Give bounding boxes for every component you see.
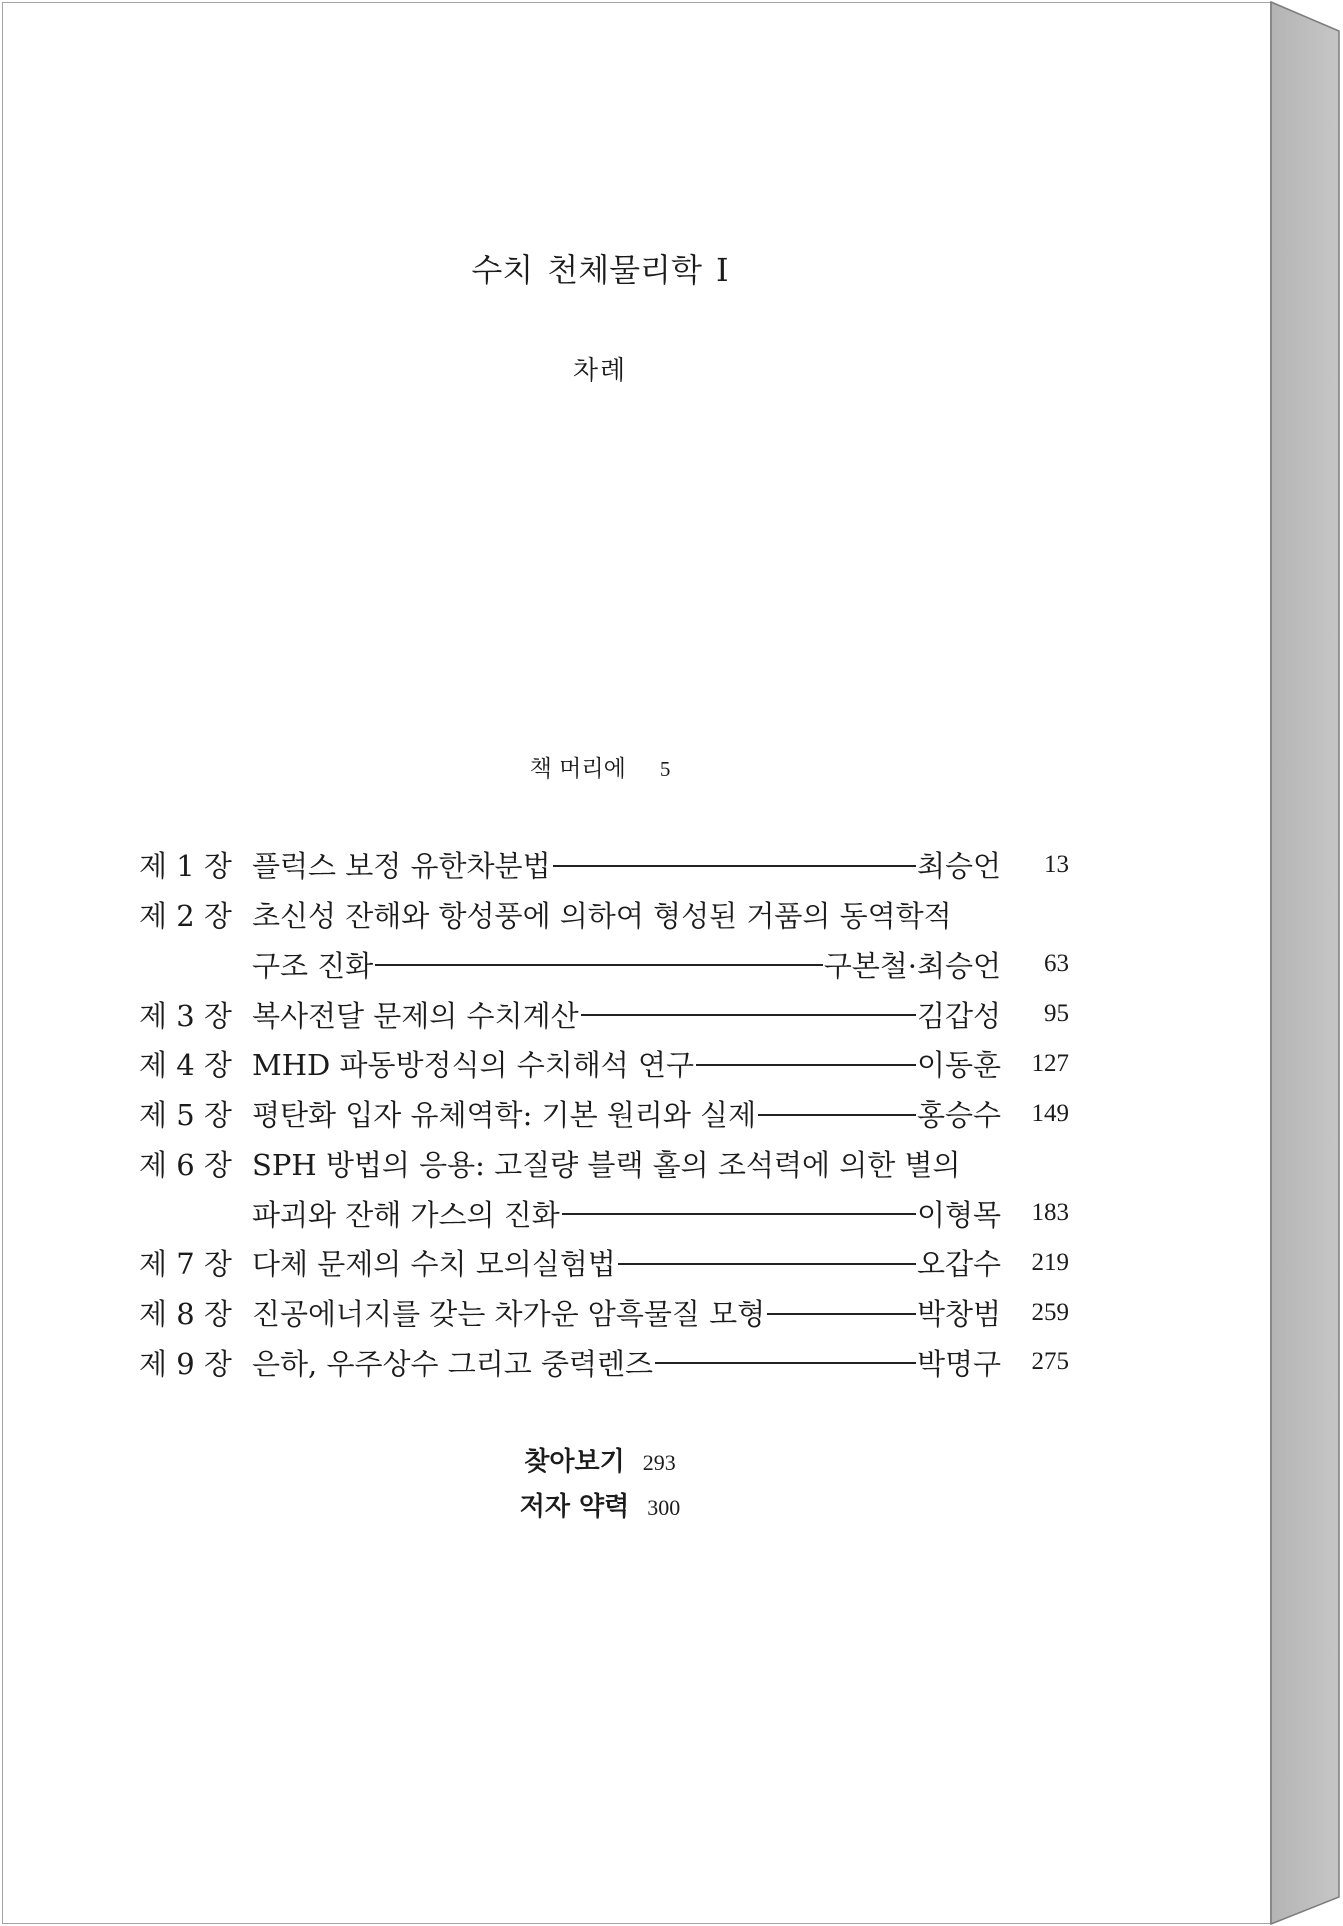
- leader-line: [562, 1213, 916, 1215]
- book-title: 수치 천체물리학 I: [471, 251, 729, 289]
- chapter-author: 김갑성: [916, 998, 1001, 1033]
- chapter-title: 진공에너지를 갖는 차가운 암흑물질 모형: [252, 1297, 766, 1332]
- chapter-label: 제 8 장: [139, 1297, 232, 1332]
- toc-entry: [139, 1089, 1069, 1139]
- chapter-page-number: 183: [1031, 1199, 1069, 1227]
- chapter-body: [252, 1292, 1001, 1333]
- chapter-page-number: 63: [1044, 950, 1069, 978]
- preface-label: 책 머리에: [529, 756, 626, 782]
- author-bios-label: 저자 약력: [519, 1492, 630, 1522]
- leader-line: [375, 964, 822, 966]
- chapter-author: 오갑수: [916, 1247, 1001, 1282]
- chapter-page-number: 127: [1031, 1049, 1069, 1077]
- chapter-label: 제 9 장: [139, 1346, 232, 1381]
- chapter-body: [252, 1043, 1001, 1084]
- chapter-author: 홍승수: [916, 1098, 1001, 1133]
- toc-entry: [139, 1288, 1069, 1338]
- chapter-page-number: 259: [1031, 1298, 1069, 1326]
- chapter-label: 제 2 장: [139, 899, 232, 934]
- leader-line: [696, 1064, 916, 1066]
- chapter-label: 제 3 장: [139, 998, 232, 1033]
- chapter-title: 은하, 우주상수 그리고 중력렌즈: [252, 1346, 654, 1381]
- chapter-author: 최승언: [916, 849, 1001, 884]
- chapter-author: 박명구: [916, 1346, 1001, 1381]
- leader-line: [758, 1114, 916, 1116]
- chapter-body: [252, 1342, 1001, 1383]
- chapter-title: 평탄화 입자 유체역학: 기본 원리와 실제: [252, 1098, 757, 1133]
- book-edge: [1270, 0, 1343, 1926]
- chapter-page-number: 219: [1031, 1248, 1069, 1276]
- chapter-title: 파괴와 잔해 가스의 진화: [252, 1197, 560, 1232]
- chapter-label: 제 1 장: [139, 849, 232, 884]
- toc-heading: 차례: [572, 356, 628, 386]
- leader-line: [767, 1313, 916, 1315]
- chapter-author: 이형목: [916, 1197, 1001, 1232]
- toc-entry: [139, 1139, 1069, 1189]
- chapter-page-number: 275: [1031, 1348, 1069, 1376]
- chapter-body: [252, 944, 1001, 985]
- chapter-label: 제 4 장: [139, 1048, 232, 1083]
- chapter-title: SPH 방법의 응용: 고질량 블랙 홀의 조석력에 의한 별의: [252, 1147, 961, 1182]
- chapter-author: 이동훈: [916, 1048, 1001, 1083]
- toc-entry: [139, 1338, 1069, 1388]
- chapter-label: 제 7 장: [139, 1247, 232, 1282]
- toc-entry-continuation: [139, 940, 1069, 990]
- chapter-title: 다체 문제의 수치 모의실험법: [252, 1247, 616, 1282]
- leader-line: [553, 865, 916, 867]
- chapter-page-number: 149: [1031, 1099, 1069, 1127]
- chapter-page-number: 13: [1044, 850, 1069, 878]
- chapter-body: [252, 844, 1001, 885]
- chapter-title: 복사전달 문제의 수치계산: [252, 998, 579, 1033]
- toc-entry: [139, 890, 1069, 940]
- index-label: 찾아보기: [524, 1447, 625, 1477]
- chapter-body: [252, 1093, 1001, 1134]
- chapter-body: [252, 1242, 1001, 1283]
- chapter-body: [252, 1143, 1001, 1184]
- index-page-number: 293: [642, 1450, 676, 1475]
- preface-entry: [0, 753, 1200, 785]
- chapter-label: 제 5 장: [139, 1098, 232, 1133]
- back-matter-author-bios: [0, 1489, 1200, 1525]
- table-of-contents: [139, 840, 1069, 1387]
- chapter-body: [252, 1193, 1001, 1234]
- chapter-body: [252, 994, 1001, 1035]
- book-edge-face: [1271, 2, 1339, 1924]
- chapter-title: 플럭스 보정 유한차분법: [252, 849, 551, 884]
- leader-line: [581, 1014, 916, 1016]
- chapter-label: 제 6 장: [139, 1147, 232, 1182]
- back-matter-index: [0, 1444, 1200, 1480]
- leader-line: [618, 1263, 916, 1265]
- chapter-body: [252, 894, 1001, 935]
- preface-page-number: 5: [659, 757, 671, 781]
- chapter-title: 초신성 잔해와 항성풍에 의하여 형성된 거품의 동역학적: [252, 899, 952, 934]
- chapter-author: 박창범: [916, 1297, 1001, 1332]
- leader-line: [655, 1362, 916, 1364]
- toc-entry: [139, 1238, 1069, 1288]
- toc-entry: [139, 1039, 1069, 1089]
- chapter-author: 구본철·최승언: [823, 948, 1001, 983]
- toc-entry: [139, 840, 1069, 890]
- chapter-title: 구조 진화: [252, 948, 374, 983]
- chapter-page-number: 95: [1044, 1000, 1069, 1028]
- chapter-title: MHD 파동방정식의 수치해석 연구: [252, 1048, 695, 1083]
- toc-entry: [139, 989, 1069, 1039]
- toc-entry-continuation: [139, 1188, 1069, 1238]
- author-bios-page-number: 300: [647, 1495, 681, 1520]
